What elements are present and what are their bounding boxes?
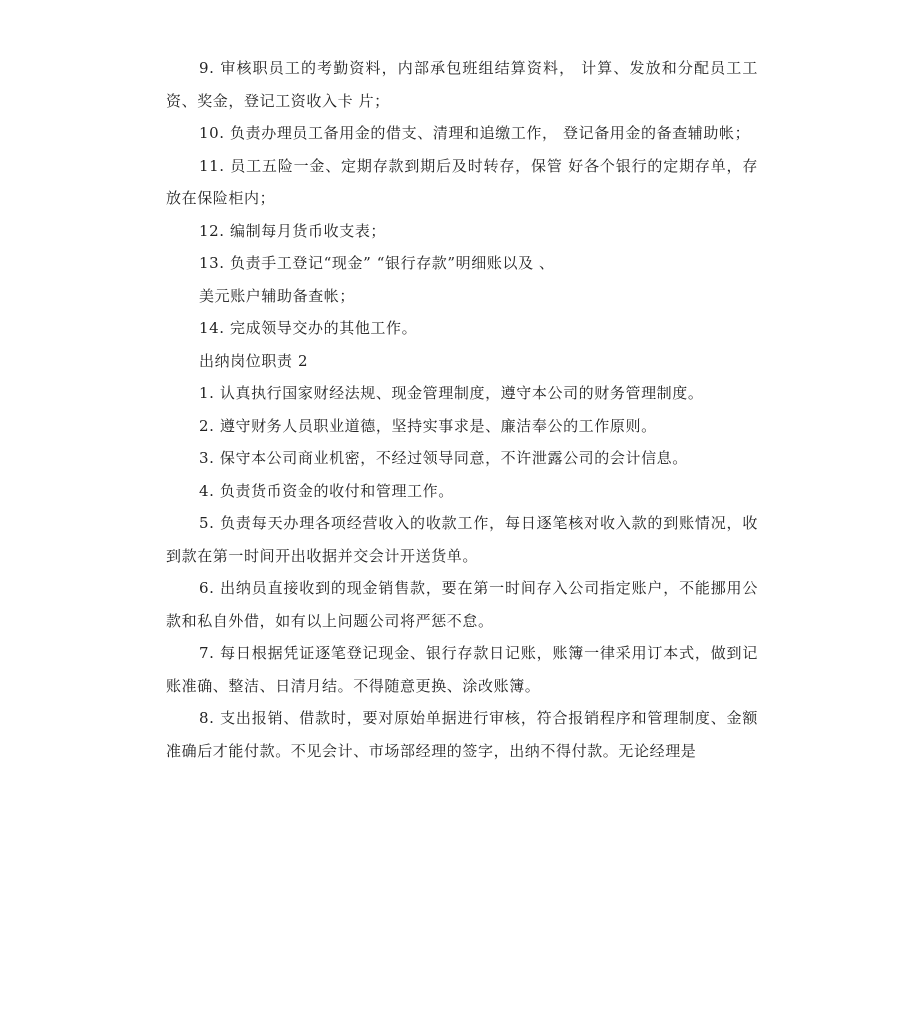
paragraph-duty-1: 1. 认真执行国家财经法规、现金管理制度，遵守本公司的财务管理制度。 [199, 384, 704, 402]
paragraph-item-13: 13. 负责手工登记“现金” “银行存款”明细账以及 、 [199, 254, 555, 272]
paragraph-item-14: 14. 完成领导交办的其他工作。 [199, 319, 418, 337]
paragraph-duty-3: 3. 保守本公司商业机密，不经过领导同意，不许泄露公司的会计信息。 [199, 449, 688, 467]
paragraph-item-12: 12. 编制每月货币收支表； [199, 221, 387, 240]
paragraph-duty-5: 5. 负责每天办理各项经营收入的收款工作，每日逐笔核对收入款的到账情况，收到款在第一时间开出收据并交会计开送货单。 [166, 514, 758, 565]
paragraph-duty-6: 6. 出纳员直接收到的现金销售款，要在第一时间存入公司指定账户，不能挪用公款和私自外借，如有以上问题公司将严惩不怠。 [166, 579, 758, 630]
paragraph-item-10: 10. 负责办理员工备用金的借支、清理和追缴工作， 登记备用金的备查辅助帐； [199, 124, 751, 142]
section-heading: 出纳岗位职责 2 [199, 351, 309, 370]
paragraph-item-13-continued: 美元账户辅助备查帐； [199, 286, 356, 305]
paragraph-duty-7: 7. 每日根据凭证逐笔登记现金、银行存款日记账，账簿一律采用订本式，做到记账准确、整洁、日清月结。不得随意更换、涂改账簿。 [166, 644, 758, 695]
paragraph-duty-4: 4. 负责货币资金的收付和管理工作。 [199, 481, 454, 500]
paragraph-item-9: 9. 审核职员工的考勤资料，内部承包班组结算资料， 计算、发放和分配员工工资、奖金，登记工资收入卡 片； [166, 59, 758, 110]
paragraph-duty-2: 2. 遵守财务人员职业道德，坚持实事求是、廉洁奉公的工作原则。 [199, 416, 657, 435]
document-page [166, 52, 758, 767]
paragraph-duty-8: 8. 支出报销、借款时，要对原始单据进行审核，符合报销程序和管理制度、金额准确后才能付款。不见会计、市场部经理的签字，出纳不得付款。无论经理是 [166, 709, 758, 760]
paragraph-item-11: 11. 员工五险一金、定期存款到期后及时转存，保管 好各个银行的定期存单，存放在保险柜内； [166, 156, 758, 207]
